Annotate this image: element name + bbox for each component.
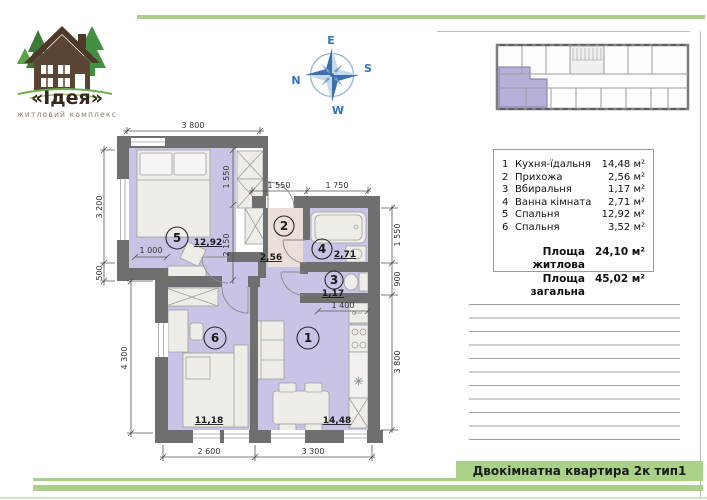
room-2-area: 2,56 (259, 253, 283, 263)
legend-room-name: Спальня (515, 209, 560, 221)
dim-top: 3 800 (181, 121, 205, 130)
dim-bath-1750: 1 750 (325, 181, 349, 190)
room-1-number: 1 (303, 331, 313, 345)
legend-row (502, 222, 645, 235)
legend-room-number: 3 (502, 184, 509, 196)
legend-room-number: 1 (502, 159, 509, 170)
summary-value: 24,10 м² (594, 245, 645, 258)
dim-left-3200: 3 200 (95, 195, 104, 219)
room-3-area: 1,17 (321, 289, 345, 299)
legend-summary (502, 246, 645, 300)
dim-left-4300: 4 300 (120, 346, 129, 370)
legend-room-area: 2,71 м² (608, 196, 645, 208)
legend-room-number: 4 (502, 196, 509, 208)
legend-room-name: Прихожа (515, 171, 563, 183)
apartment-plan (95, 121, 402, 461)
compass-w-label: W (331, 104, 345, 117)
dim-in-2150: 2 150 (222, 233, 231, 257)
legend-table (493, 149, 654, 299)
note-lines (469, 304, 680, 442)
dim-right-1550: 1 550 (393, 223, 402, 247)
room-1-area: 14,48 (322, 416, 352, 426)
legend-row (502, 184, 645, 197)
legend-room-name: Кухня-їдальня (515, 159, 591, 170)
footer-accent-strip-thick (33, 485, 703, 491)
dim-in-1000: 1 000 (139, 246, 163, 255)
floor-overview (497, 45, 688, 109)
dim-right-900: 900 (393, 271, 402, 287)
room-6-number: 6 (210, 331, 220, 345)
legend-room-number: 6 (502, 221, 509, 233)
dim-bottom-2600: 2 600 (197, 447, 221, 456)
legend-room-area: 1,17 м² (608, 184, 645, 196)
legend-room-area: 2,56 м² (608, 171, 645, 183)
legend-room-area: 14,48 м² (601, 159, 645, 170)
dim-in-1400: 1 400 (331, 301, 355, 310)
dim-bottom-3300: 3 300 (301, 447, 325, 456)
dim-left-500: 500 (95, 265, 104, 281)
room-4-area: 2,71 (333, 250, 357, 260)
stair-core (570, 46, 604, 74)
summary-row (502, 246, 645, 273)
legend-row (502, 159, 645, 172)
compass-rose-icon (291, 34, 372, 117)
dim-in-1550: 1 550 (222, 165, 231, 189)
legend-room-name: Ванна кімната (515, 196, 592, 208)
summary-value: 45,02 м² (594, 272, 645, 285)
legend-row (502, 209, 645, 222)
legend-room-name: Спальня (515, 221, 560, 233)
dim-hall-1550: 1 550 (267, 181, 291, 190)
legend-row (502, 197, 645, 210)
legend-room-area: 12,92 м² (601, 209, 645, 221)
dim-right-3800: 3 800 (393, 350, 402, 374)
summary-row (502, 273, 645, 300)
room-3-number: 3 (329, 273, 339, 287)
apartment-type-caption: Двокімнатна квартира 2к тип1 (456, 461, 703, 481)
logo-subtitle: житловий комплекс (16, 110, 118, 119)
legend-row (502, 172, 645, 185)
room-4-number: 4 (317, 242, 327, 256)
room-6-area: 11,18 (194, 416, 224, 426)
logo-title: «Ідея» (30, 87, 104, 109)
legend-room-number: 5 (502, 209, 509, 221)
legend-room-name: Вбиральня (515, 184, 572, 196)
compass-s-label: S (364, 62, 372, 75)
summary-label: Площа загальна (530, 272, 585, 299)
summary-label: Площа житлова (532, 245, 585, 272)
footer-accent-strip-thin (33, 478, 456, 481)
room-5-area: 12,92 (193, 238, 223, 248)
room-2-number: 2 (279, 219, 289, 233)
logo (17, 26, 117, 119)
legend-room-number: 2 (502, 171, 509, 183)
compass-e-label: E (327, 34, 335, 47)
compass-n-label: N (291, 74, 301, 87)
room-5-number: 5 (172, 231, 182, 245)
legend-room-area: 3,52 м² (608, 221, 645, 233)
